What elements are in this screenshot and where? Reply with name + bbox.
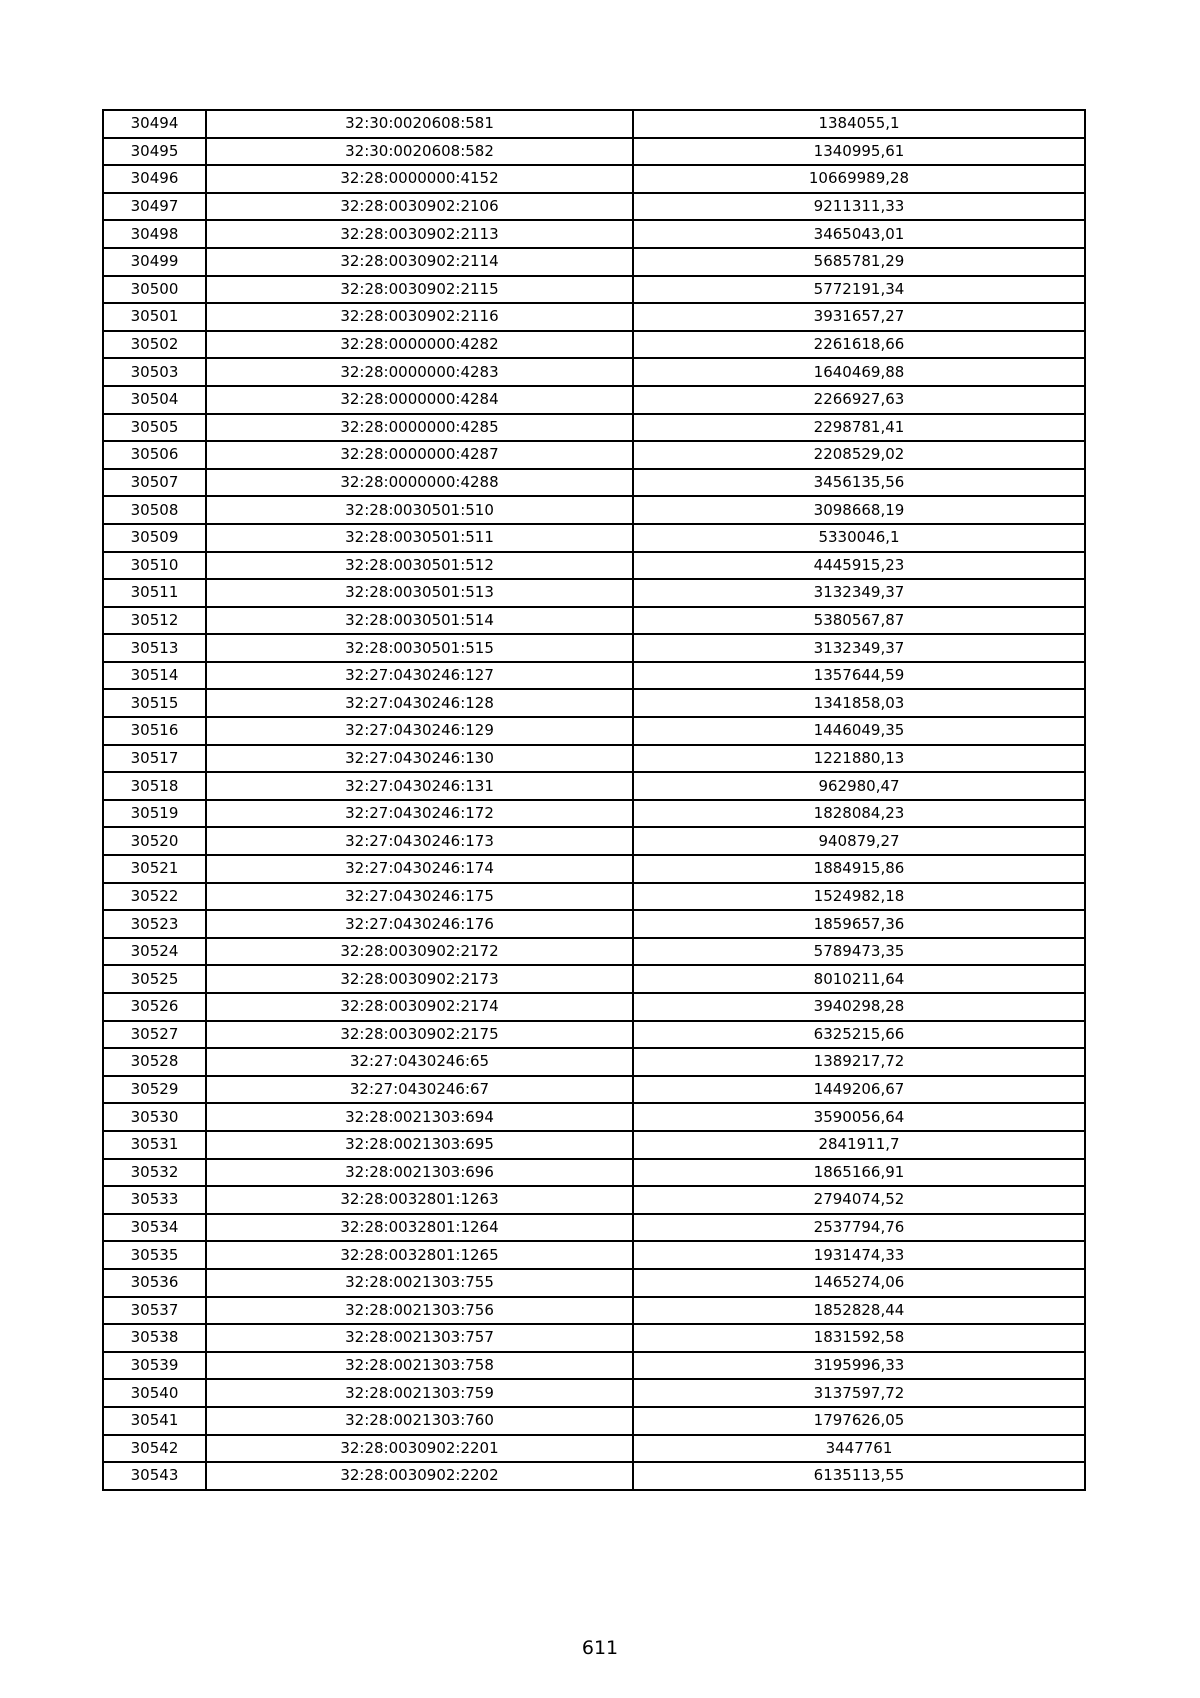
- row-number-cell: 30515: [103, 689, 206, 717]
- cadastral-number-cell: 32:28:0032801:1263: [206, 1186, 633, 1214]
- cadastral-number-cell: 32:30:0020608:581: [206, 110, 633, 138]
- cadastral-value-table: [102, 109, 1086, 1491]
- table-row: [103, 138, 1085, 166]
- table-row: [103, 800, 1085, 828]
- cadastral-number-cell: 32:28:0000000:4288: [206, 469, 633, 497]
- cadastral-value-cell: 1340995,61: [633, 138, 1085, 166]
- table-row: [103, 1297, 1085, 1325]
- table-row: [103, 883, 1085, 911]
- row-number-cell: 30496: [103, 165, 206, 193]
- row-number-cell: 30497: [103, 193, 206, 221]
- row-number-cell: 30532: [103, 1159, 206, 1187]
- table-row: [103, 745, 1085, 773]
- table-row: [103, 524, 1085, 552]
- cadastral-number-cell: 32:28:0030902:2201: [206, 1435, 633, 1463]
- cadastral-number-cell: 32:27:0430246:129: [206, 717, 633, 745]
- row-number-cell: 30542: [103, 1435, 206, 1463]
- cadastral-number-cell: 32:28:0021303:759: [206, 1379, 633, 1407]
- row-number-cell: 30501: [103, 303, 206, 331]
- row-number-cell: 30518: [103, 772, 206, 800]
- cadastral-value-cell: 5789473,35: [633, 938, 1085, 966]
- cadastral-number-cell: 32:28:0021303:755: [206, 1269, 633, 1297]
- row-number-cell: 30537: [103, 1297, 206, 1325]
- row-number-cell: 30507: [103, 469, 206, 497]
- row-number-cell: 30505: [103, 414, 206, 442]
- cadastral-value-cell: 1828084,23: [633, 800, 1085, 828]
- row-number-cell: 30535: [103, 1241, 206, 1269]
- row-number-cell: 30509: [103, 524, 206, 552]
- row-number-cell: 30541: [103, 1407, 206, 1435]
- cadastral-value-cell: 3447761: [633, 1435, 1085, 1463]
- cadastral-value-cell: 2298781,41: [633, 414, 1085, 442]
- cadastral-number-cell: 32:28:0021303:760: [206, 1407, 633, 1435]
- table-row: [103, 469, 1085, 497]
- table-row: [103, 220, 1085, 248]
- table-row: [103, 689, 1085, 717]
- row-number-cell: 30517: [103, 745, 206, 773]
- cadastral-number-cell: 32:27:0430246:173: [206, 827, 633, 855]
- row-number-cell: 30519: [103, 800, 206, 828]
- cadastral-value-cell: 5772191,34: [633, 276, 1085, 304]
- row-number-cell: 30525: [103, 965, 206, 993]
- cadastral-number-cell: 32:28:0021303:758: [206, 1352, 633, 1380]
- table-row: [103, 441, 1085, 469]
- cadastral-value-cell: 3132349,37: [633, 634, 1085, 662]
- table-row: [103, 1186, 1085, 1214]
- cadastral-value-cell: 1446049,35: [633, 717, 1085, 745]
- cadastral-number-cell: 32:27:0430246:175: [206, 883, 633, 911]
- row-number-cell: 30495: [103, 138, 206, 166]
- table-row: [103, 1379, 1085, 1407]
- row-number-cell: 30531: [103, 1131, 206, 1159]
- cadastral-value-cell: 1341858,03: [633, 689, 1085, 717]
- table-row: [103, 1407, 1085, 1435]
- table-row: [103, 1021, 1085, 1049]
- cadastral-number-cell: 32:27:0430246:130: [206, 745, 633, 773]
- cadastral-number-cell: 32:28:0000000:4285: [206, 414, 633, 442]
- cadastral-number-cell: 32:28:0030902:2113: [206, 220, 633, 248]
- cadastral-value-cell: 5380567,87: [633, 607, 1085, 635]
- table-row: [103, 1352, 1085, 1380]
- table-row: [103, 607, 1085, 635]
- table-row: [103, 303, 1085, 331]
- cadastral-number-cell: 32:28:0030902:2175: [206, 1021, 633, 1049]
- cadastral-number-cell: 32:28:0021303:757: [206, 1324, 633, 1352]
- cadastral-value-cell: 1797626,05: [633, 1407, 1085, 1435]
- table-row: [103, 414, 1085, 442]
- page-number: 611: [581, 1637, 619, 1659]
- cadastral-value-cell: 1357644,59: [633, 662, 1085, 690]
- cadastral-number-cell: 32:27:0430246:131: [206, 772, 633, 800]
- table-row: [103, 910, 1085, 938]
- cadastral-number-cell: 32:28:0021303:695: [206, 1131, 633, 1159]
- table-row: [103, 1435, 1085, 1463]
- cadastral-number-cell: 32:28:0030902:2116: [206, 303, 633, 331]
- row-number-cell: 30527: [103, 1021, 206, 1049]
- cadastral-number-cell: 32:28:0021303:756: [206, 1297, 633, 1325]
- table-row: [103, 855, 1085, 883]
- row-number-cell: 30522: [103, 883, 206, 911]
- table-row: [103, 358, 1085, 386]
- table-row: [103, 993, 1085, 1021]
- row-number-cell: 30536: [103, 1269, 206, 1297]
- table-row: [103, 1462, 1085, 1490]
- cadastral-value-cell: 2841911,7: [633, 1131, 1085, 1159]
- cadastral-number-cell: 32:28:0030902:2106: [206, 193, 633, 221]
- cadastral-value-cell: 3456135,56: [633, 469, 1085, 497]
- cadastral-value-cell: 2537794,76: [633, 1214, 1085, 1242]
- cadastral-value-cell: 1852828,44: [633, 1297, 1085, 1325]
- cadastral-number-cell: 32:30:0020608:582: [206, 138, 633, 166]
- cadastral-number-cell: 32:27:0430246:176: [206, 910, 633, 938]
- cadastral-number-cell: 32:28:0021303:694: [206, 1103, 633, 1131]
- cadastral-value-cell: 6325215,66: [633, 1021, 1085, 1049]
- cadastral-number-cell: 32:28:0030501:512: [206, 552, 633, 580]
- row-number-cell: 30534: [103, 1214, 206, 1242]
- cadastral-value-cell: 2208529,02: [633, 441, 1085, 469]
- cadastral-number-cell: 32:27:0430246:65: [206, 1048, 633, 1076]
- cadastral-number-cell: 32:28:0032801:1264: [206, 1214, 633, 1242]
- cadastral-value-cell: 2266927,63: [633, 386, 1085, 414]
- row-number-cell: 30503: [103, 358, 206, 386]
- row-number-cell: 30530: [103, 1103, 206, 1131]
- row-number-cell: 30523: [103, 910, 206, 938]
- cadastral-number-cell: 32:28:0000000:4152: [206, 165, 633, 193]
- table-row: [103, 193, 1085, 221]
- cadastral-number-cell: 32:27:0430246:67: [206, 1076, 633, 1104]
- cadastral-number-cell: 32:27:0430246:172: [206, 800, 633, 828]
- cadastral-number-cell: 32:28:0030902:2172: [206, 938, 633, 966]
- row-number-cell: 30494: [103, 110, 206, 138]
- cadastral-number-cell: 32:28:0000000:4282: [206, 331, 633, 359]
- table-row: [103, 1131, 1085, 1159]
- cadastral-value-cell: 5685781,29: [633, 248, 1085, 276]
- table-row: [103, 1269, 1085, 1297]
- row-number-cell: 30520: [103, 827, 206, 855]
- cadastral-number-cell: 32:28:0030902:2115: [206, 276, 633, 304]
- cadastral-value-cell: 3940298,28: [633, 993, 1085, 1021]
- cadastral-value-cell: 1859657,36: [633, 910, 1085, 938]
- cadastral-number-cell: 32:28:0030902:2173: [206, 965, 633, 993]
- table-row: [103, 1324, 1085, 1352]
- cadastral-number-cell: 32:28:0000000:4287: [206, 441, 633, 469]
- cadastral-value-cell: 1884915,86: [633, 855, 1085, 883]
- cadastral-value-cell: 3465043,01: [633, 220, 1085, 248]
- cadastral-number-cell: 32:28:0030501:515: [206, 634, 633, 662]
- table-row: [103, 1103, 1085, 1131]
- table-row: [103, 772, 1085, 800]
- cadastral-value-cell: 3590056,64: [633, 1103, 1085, 1131]
- table-row: [103, 827, 1085, 855]
- table-row: [103, 1241, 1085, 1269]
- cadastral-value-cell: 9211311,33: [633, 193, 1085, 221]
- row-number-cell: 30539: [103, 1352, 206, 1380]
- cadastral-number-cell: 32:27:0430246:127: [206, 662, 633, 690]
- cadastral-value-cell: 1831592,58: [633, 1324, 1085, 1352]
- row-number-cell: 30540: [103, 1379, 206, 1407]
- cadastral-value-cell: 3931657,27: [633, 303, 1085, 331]
- row-number-cell: 30510: [103, 552, 206, 580]
- table-row: [103, 496, 1085, 524]
- row-number-cell: 30504: [103, 386, 206, 414]
- cadastral-number-cell: 32:28:0032801:1265: [206, 1241, 633, 1269]
- cadastral-value-cell: 1449206,67: [633, 1076, 1085, 1104]
- cadastral-value-cell: 1465274,06: [633, 1269, 1085, 1297]
- row-number-cell: 30526: [103, 993, 206, 1021]
- cadastral-value-cell: 1389217,72: [633, 1048, 1085, 1076]
- cadastral-value-cell: 3195996,33: [633, 1352, 1085, 1380]
- cadastral-value-cell: 6135113,55: [633, 1462, 1085, 1490]
- table-row: [103, 717, 1085, 745]
- row-number-cell: 30499: [103, 248, 206, 276]
- row-number-cell: 30528: [103, 1048, 206, 1076]
- cadastral-number-cell: 32:28:0030501:514: [206, 607, 633, 635]
- row-number-cell: 30506: [103, 441, 206, 469]
- cadastral-number-cell: 32:28:0030902:2202: [206, 1462, 633, 1490]
- row-number-cell: 30529: [103, 1076, 206, 1104]
- row-number-cell: 30512: [103, 607, 206, 635]
- table-row: [103, 165, 1085, 193]
- row-number-cell: 30511: [103, 579, 206, 607]
- cadastral-value-cell: 3132349,37: [633, 579, 1085, 607]
- cadastral-value-cell: 940879,27: [633, 827, 1085, 855]
- row-number-cell: 30500: [103, 276, 206, 304]
- table-row: [103, 579, 1085, 607]
- cadastral-value-cell: 1221880,13: [633, 745, 1085, 773]
- cadastral-number-cell: 32:28:0030501:511: [206, 524, 633, 552]
- cadastral-value-cell: 8010211,64: [633, 965, 1085, 993]
- cadastral-value-cell: 10669989,28: [633, 165, 1085, 193]
- cadastral-value-cell: 962980,47: [633, 772, 1085, 800]
- row-number-cell: 30513: [103, 634, 206, 662]
- table-row: [103, 386, 1085, 414]
- cadastral-value-cell: 2794074,52: [633, 1186, 1085, 1214]
- row-number-cell: 30514: [103, 662, 206, 690]
- row-number-cell: 30516: [103, 717, 206, 745]
- table-row: [103, 1214, 1085, 1242]
- row-number-cell: 30502: [103, 331, 206, 359]
- table-row: [103, 331, 1085, 359]
- row-number-cell: 30524: [103, 938, 206, 966]
- table-row: [103, 276, 1085, 304]
- row-number-cell: 30543: [103, 1462, 206, 1490]
- table-row: [103, 938, 1085, 966]
- cadastral-number-cell: 32:28:0030902:2174: [206, 993, 633, 1021]
- cadastral-value-cell: 3098668,19: [633, 496, 1085, 524]
- cadastral-number-cell: 32:27:0430246:128: [206, 689, 633, 717]
- cadastral-number-cell: 32:28:0000000:4284: [206, 386, 633, 414]
- cadastral-number-cell: 32:28:0000000:4283: [206, 358, 633, 386]
- cadastral-value-cell: 2261618,66: [633, 331, 1085, 359]
- cadastral-value-cell: 1384055,1: [633, 110, 1085, 138]
- table-row: [103, 110, 1085, 138]
- table-row: [103, 1159, 1085, 1187]
- cadastral-value-cell: 1640469,88: [633, 358, 1085, 386]
- cadastral-number-cell: 32:28:0021303:696: [206, 1159, 633, 1187]
- cadastral-number-cell: 32:27:0430246:174: [206, 855, 633, 883]
- cadastral-value-cell: 5330046,1: [633, 524, 1085, 552]
- table-body: [103, 110, 1085, 1490]
- table-row: [103, 634, 1085, 662]
- table-row: [103, 662, 1085, 690]
- row-number-cell: 30498: [103, 220, 206, 248]
- table-row: [103, 965, 1085, 993]
- cadastral-number-cell: 32:28:0030902:2114: [206, 248, 633, 276]
- table-row: [103, 552, 1085, 580]
- cadastral-number-cell: 32:28:0030501:513: [206, 579, 633, 607]
- cadastral-value-cell: 1524982,18: [633, 883, 1085, 911]
- table-row: [103, 1048, 1085, 1076]
- cadastral-value-cell: 3137597,72: [633, 1379, 1085, 1407]
- cadastral-value-cell: 1931474,33: [633, 1241, 1085, 1269]
- cadastral-value-cell: 4445915,23: [633, 552, 1085, 580]
- cadastral-number-cell: 32:28:0030501:510: [206, 496, 633, 524]
- row-number-cell: 30521: [103, 855, 206, 883]
- table-row: [103, 248, 1085, 276]
- row-number-cell: 30508: [103, 496, 206, 524]
- table-row: [103, 1076, 1085, 1104]
- row-number-cell: 30533: [103, 1186, 206, 1214]
- row-number-cell: 30538: [103, 1324, 206, 1352]
- cadastral-value-cell: 1865166,91: [633, 1159, 1085, 1187]
